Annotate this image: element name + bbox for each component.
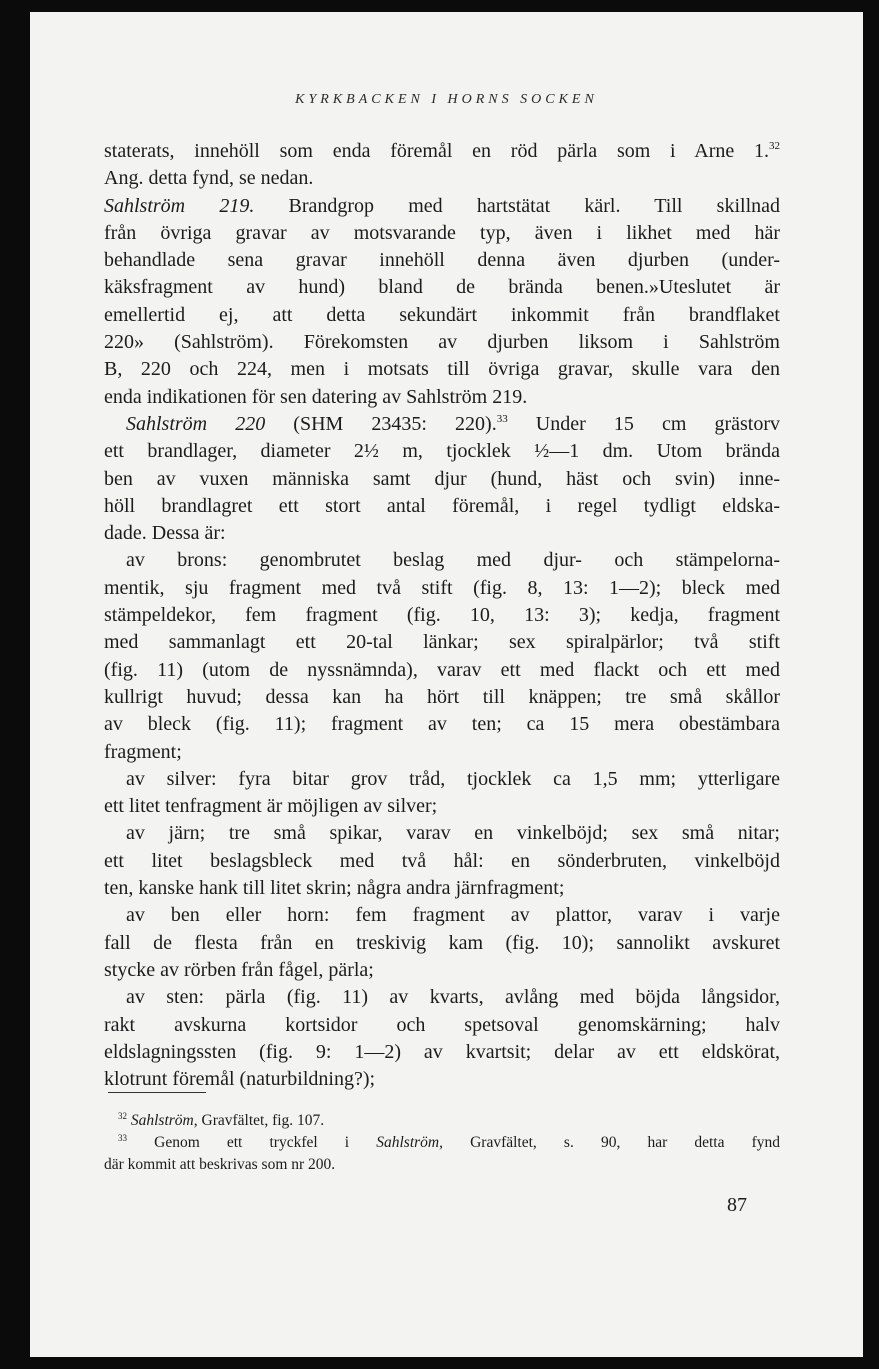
text-line [104,602,780,629]
text-line [104,356,780,383]
text-segment: ben av vuxen människa samt djur (hund, häst och svin) inne- [104,467,780,490]
text-segment: dade. Dessa är: [104,522,226,545]
text-segment: klotrunt föremål (naturbildning?); [104,1068,376,1091]
text-segment: av ben eller horn: fem fragment av plattor, varav i varje [126,904,780,927]
text-segment: av järn; tre små spikar, varav en vinkelböjd; sex små nitar; [126,822,780,845]
text-segment: käksfragment av hund) bland de brända benen.»Uteslutet är [104,276,780,299]
text-line [104,547,780,574]
footnote-marker: 33 [118,1133,127,1143]
footnote-marker: 33 [496,412,508,425]
text-segment: Gravfältet, s. 90, har detta fynd [442,1134,781,1151]
text-segment: stycke av rörben från fågel, pärla; [104,958,374,981]
main-text [104,138,780,1093]
text-segment: ett brandlager, diameter 2½ m, tjocklek ½—1 dm. Utom brända [104,440,780,463]
text-line [104,684,780,711]
footnote-line [104,1154,780,1176]
text-segment: ett litet tenfragment är möjligen av silver; [104,795,438,818]
text-line [104,193,780,220]
text-segment: (SHM 23435: 220). [265,412,497,435]
text-line [104,520,780,547]
text-line [104,575,780,602]
text-segment: Sahlström 220 [126,412,266,435]
text-segment: med sammanlagt ett 20-tal länkar; sex spiralpärlor; två stift [104,631,780,654]
text-line [104,220,780,247]
text-segment: enda indikationen för sen datering av Sahlström 219. [104,385,528,408]
text-segment: emellertid ej, att detta sekundärt inkommit från brandflaket [104,303,780,326]
text-segment: Sahlström, [376,1134,443,1151]
text-segment: eldslagningssten (fig. 9: 1—2) av kvartsit; delar av ett eldskörat, [104,1040,780,1063]
book-page [30,12,863,1357]
text-line [104,247,780,274]
text-line [104,793,780,820]
text-line [104,1066,780,1093]
text-line [104,984,780,1011]
text-line [104,902,780,929]
text-line [104,302,780,329]
text-segment: av silver: fyra bitar grov tråd, tjocklek ca 1,5 mm; ytterligare [126,767,780,790]
text-segment: ten, kanske hank till litet skrin; några andra järnfragment; [104,877,565,900]
text-line [104,438,780,465]
text-line [104,138,780,165]
footnotes [104,1110,780,1176]
footnote-marker: 32 [118,1111,127,1121]
text-segment: av sten: pärla (fig. 11) av kvarts, avlång med böjda långsidor, [126,986,780,1009]
text-segment: Brandgrop med hartstätat kärl. Till skillnad [254,194,780,217]
text-line [104,274,780,301]
text-segment: fragment; [104,740,182,763]
text-segment: rakt avskurna kortsidor och spetsoval genomskärning; halv [104,1013,780,1036]
text-segment: B, 220 och 224, men i motsats till övriga gravar, skulle vara den [104,358,780,381]
text-segment: stämpeldekor, fem fragment (fig. 10, 13: 3); kedja, fragment [104,604,780,627]
text-line [104,1039,780,1066]
footnote-divider [108,1092,206,1093]
text-line [104,657,780,684]
text-segment: Gravfältet, fig. 107. [197,1112,325,1129]
text-line [104,930,780,957]
footnote-line [104,1110,780,1132]
text-segment: ett litet beslagsbleck med två hål: en sönderbruten, vinkelböjd [104,849,780,872]
text-segment: Sahlström, [130,1112,198,1129]
text-line [104,766,780,793]
text-line [104,848,780,875]
text-segment: 220» (Sahlström). Förekomsten av djurben liksom i Sahlström [104,331,780,354]
footnote-marker: 32 [769,140,780,152]
text-line [104,820,780,847]
text-line [104,329,780,356]
text-line [104,1012,780,1039]
text-segment: av brons: genombrutet beslag med djur- och stämpelorna- [126,549,780,572]
text-segment: där kommit att beskrivas som nr 200. [104,1156,336,1173]
text-segment: mentik, sju fragment med två stift (fig. 8, 13: 1—2); bleck med [104,576,780,599]
text-line [104,739,780,766]
text-segment: staterats, innehöll som enda föremål en röd pärla som i Arne 1. [104,140,769,162]
text-segment: Genom ett tryckfel i [127,1134,377,1151]
text-segment: av bleck (fig. 11); fragment av ten; ca 15 mera obestämbara [104,713,780,736]
text-line [104,711,780,738]
text-line [104,165,780,192]
page-number: 87 [727,1194,747,1216]
text-segment: Under 15 cm grästorv [507,412,780,435]
text-line [104,466,780,493]
text-segment: Sahlström 219. [104,194,255,217]
text-segment: fall de flesta från en treskivig kam (fig. 10); sannolikt avskuret [104,931,780,954]
footnote-line [104,1132,780,1154]
text-segment: höll brandlagret ett stort antal föremål, i regel tydligt eldska- [104,494,780,517]
running-head: KYRKBACKEN I HORNS SOCKEN [295,92,598,107]
text-line [104,493,780,520]
text-line [104,875,780,902]
text-segment: Ang. detta fynd, se nedan. [104,167,314,190]
text-line [104,957,780,984]
text-segment: (fig. 11) (utom de nyssnämnda), varav ett med flackt och ett med [104,658,780,681]
text-line [104,411,780,438]
text-line [104,629,780,656]
text-segment: kullrigt huvud; dessa kan ha hört till knäppen; tre små skållor [104,685,780,708]
text-segment: från övriga gravar av motsvarande typ, även i likhet med här [104,221,780,244]
text-line [104,384,780,411]
text-segment: behandlade sena gravar innehöll denna även djurben (under- [104,249,780,272]
